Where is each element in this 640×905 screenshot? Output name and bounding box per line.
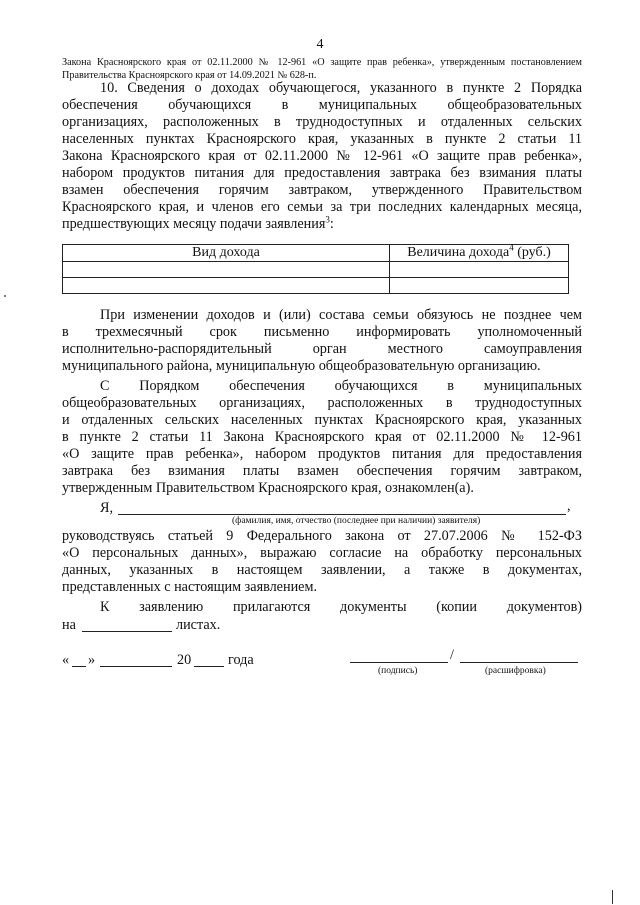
signature-field[interactable] bbox=[350, 662, 448, 663]
signature-caption: (подпись) bbox=[378, 666, 418, 676]
signature-decode-field[interactable] bbox=[460, 662, 578, 663]
sheet-count-field[interactable] bbox=[82, 631, 172, 632]
text-line: набором продуктов питания для предоставления завтрака без взимания платы bbox=[62, 165, 582, 181]
header-line: Правительства Красноярского края от 14.09.2021 № 628-п. bbox=[62, 70, 317, 81]
date-day-field[interactable] bbox=[72, 666, 86, 667]
paragraph-attachments bbox=[62, 599, 582, 616]
page-number: 4 bbox=[316, 37, 324, 52]
table-row bbox=[63, 278, 569, 294]
scan-artifact bbox=[4, 295, 6, 297]
date-year-field[interactable] bbox=[194, 666, 224, 667]
date-year-prefix: 20 bbox=[177, 652, 192, 668]
table-cell[interactable] bbox=[63, 262, 390, 278]
text-line: населенных пунктах Красноярского края, указанных в пункте 2 статьи 11 bbox=[62, 131, 582, 147]
text-line: муниципального района, муниципальную общеобразовательную организацию. bbox=[62, 358, 541, 374]
text-line: взамен обеспечения горячим завтраком, утвержденного Правительством bbox=[62, 182, 582, 198]
text-line: данных, указанных в настоящем заявлении, а также в документах, bbox=[62, 562, 582, 578]
paragraph-consent bbox=[62, 528, 582, 596]
text-line: 10. Сведения о доходах обучающегося, указанного в пункте 2 Порядка bbox=[100, 80, 582, 96]
text-line: в трехмесячный срок письменно информировать уполномоченный bbox=[62, 324, 582, 340]
text-line: исполнительно-распорядительный орган местного самоуправления bbox=[62, 341, 582, 357]
applicant-name-field[interactable] bbox=[118, 514, 566, 515]
signature-slash: / bbox=[450, 647, 454, 663]
table-cell[interactable] bbox=[390, 262, 569, 278]
date-year-suffix: года bbox=[228, 652, 254, 668]
paragraph-income-info bbox=[62, 80, 582, 233]
text-line: в пункте 2 статьи 11 Закона Красноярского края от 02.11.2000 № 12-961 bbox=[62, 429, 582, 445]
applicant-label: Я, bbox=[100, 500, 114, 516]
date-quote-open: « bbox=[62, 652, 70, 668]
header-note bbox=[62, 56, 582, 82]
column-header-income-type: Вид дохода bbox=[63, 245, 390, 262]
paragraph-acquainted bbox=[62, 378, 582, 497]
date-month-field[interactable] bbox=[100, 666, 172, 667]
paragraph-change-obligation bbox=[62, 307, 582, 375]
text-line: завтрака без взимания платы взамен обеспечения горячим завтраком, bbox=[62, 463, 582, 479]
text-line: Закона Красноярского края от 02.11.2000 № 12-961 «О защите прав ребенка», bbox=[62, 148, 582, 164]
signature-decode-caption: (расшифровка) bbox=[485, 666, 546, 676]
text-line: К заявлению прилагаются документы (копии документов) bbox=[100, 599, 582, 615]
header-line: Закона Красноярского края от 02.11.2000 № 12-961 «О защите прав ребенка», утвержденным постановлением bbox=[62, 57, 582, 68]
text-line: представленных с настоящим заявлением. bbox=[62, 579, 317, 595]
text-line: С Порядком обеспечения обучающихся в муниципальных bbox=[100, 378, 582, 394]
text-line: предшествующих месяцу подачи заявления$^3$: bbox=[62, 214, 334, 232]
text-line: общеобразовательных организациях, расположенных в труднодоступных bbox=[62, 395, 582, 411]
text-line: При изменении доходов и (или) состава семьи обязуюсь не позднее чем bbox=[100, 307, 582, 323]
date-quote-close: » bbox=[88, 652, 96, 668]
table-row bbox=[63, 262, 569, 278]
sheets-on-label: на bbox=[62, 617, 76, 633]
text-line: «О персональных данных», выражаю согласие на обработку персональных bbox=[62, 545, 582, 561]
scan-margin-mark bbox=[612, 890, 613, 904]
income-table bbox=[62, 244, 569, 294]
table-header-row bbox=[63, 245, 569, 262]
text-line: руководствуясь статьей 9 Федерального закона от 27.07.2006 № 152-ФЗ bbox=[62, 528, 582, 544]
text-line: утвержденным Правительством Красноярского края, ознакомлен(а). bbox=[62, 480, 474, 496]
text-line: обеспечения обучающихся в муниципальных общеобразовательных bbox=[62, 97, 582, 113]
applicant-name-caption: (фамилия, имя, отчество (последнее при наличии) заявителя) bbox=[232, 516, 481, 526]
comma: , bbox=[567, 498, 571, 514]
text-line: организациях, расположенных в труднодоступных и отдаленных сельских bbox=[62, 114, 582, 130]
table-cell[interactable] bbox=[390, 278, 569, 294]
table-cell[interactable] bbox=[63, 278, 390, 294]
text-line: Красноярского края, и членов его семьи за три последних календарных месяца, bbox=[62, 199, 582, 215]
sheets-label: листах. bbox=[176, 617, 221, 633]
text-line: «О защите прав ребенка», набором продуктов питания для предоставления bbox=[62, 446, 582, 462]
text-line: и отдаленных сельских населенных пунктах Красноярского края, указанных bbox=[62, 412, 582, 428]
column-header-income-amount: Величина дохода$^4$ (руб.) bbox=[390, 245, 569, 262]
